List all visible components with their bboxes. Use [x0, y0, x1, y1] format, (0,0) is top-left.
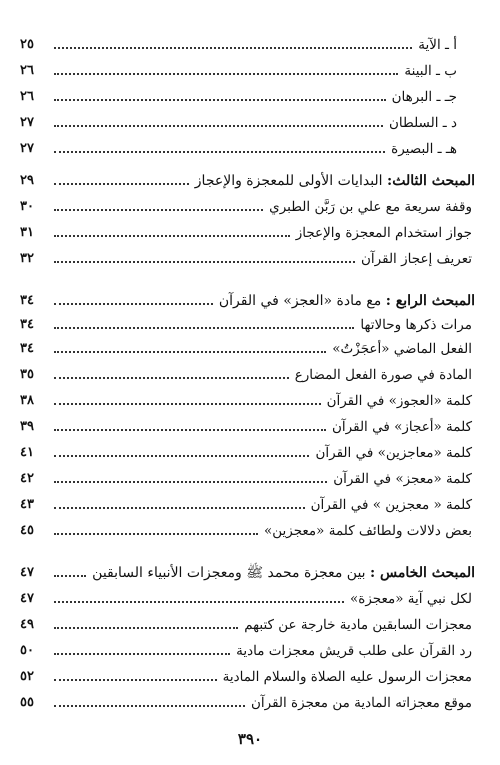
toc-entry-title: جواز استخدام المعجزة والإعجاز — [295, 225, 472, 241]
page-number: ٣٩٠ — [237, 730, 263, 748]
leader-dots — [54, 73, 398, 75]
leader-dots — [54, 601, 344, 603]
toc-entry — [20, 244, 475, 268]
leader-dots — [54, 151, 385, 153]
toc-section-heading — [20, 286, 475, 310]
toc-entry-page: ٣٤ — [20, 293, 34, 308]
toc-entry-page: ٢٦ — [20, 63, 34, 78]
toc-entry — [20, 82, 475, 106]
toc-entry — [20, 412, 475, 436]
toc-entry-title: وقفة سريعة مع علي بن رَبَّن الطبري — [269, 199, 472, 215]
toc-entry-title: تعريف إعجاز القرآن — [361, 251, 472, 267]
toc-entry-page: ٤٣ — [20, 497, 34, 512]
toc-entry-title: جـ ـ البرهان — [391, 89, 457, 105]
toc-entry — [20, 310, 475, 334]
leader-dots — [54, 533, 258, 535]
toc-entry-title: هـ ـ البصيرة — [391, 141, 457, 157]
toc-entry — [20, 30, 475, 54]
section-title: بين معجزة محمد ﷺ ومعجزات الأنبياء السابقين — [92, 565, 371, 581]
section-label: المبحث الخامس : — [370, 565, 475, 581]
leader-dots — [54, 261, 355, 263]
toc-section-heading — [20, 558, 475, 582]
leader-dots — [54, 481, 327, 483]
toc-entry-title: المادة في صورة الفعل المضارع — [294, 367, 472, 383]
toc-entry-title: معجزات الرسول عليه الصلاة والسلام المادية — [222, 669, 472, 685]
leader-dots — [54, 653, 230, 655]
toc-entry-page: ٣٩ — [20, 419, 34, 434]
leader-dots — [54, 303, 213, 305]
leader-dots — [54, 455, 309, 457]
leader-dots — [54, 351, 326, 353]
toc-entry-page: ٢٩ — [20, 173, 34, 188]
toc-entry — [20, 490, 475, 514]
toc-entry-title: أ ـ الآية — [418, 37, 457, 53]
toc-entry-page: ٥٠ — [20, 643, 34, 658]
toc-entry — [20, 334, 475, 358]
leader-dots — [54, 99, 386, 101]
toc-entry-page: ٤٢ — [20, 471, 34, 486]
toc-entry-title: موقع معجزاته المادية من معجزة القرآن — [250, 695, 472, 711]
toc-entry — [20, 688, 475, 712]
toc-entry-title — [219, 292, 475, 310]
toc-entry-page: ٣٥ — [20, 367, 34, 382]
toc-entry-title: ب ـ البينة — [404, 63, 457, 79]
toc-entry-page: ٢٥ — [20, 37, 34, 52]
toc-entry-page: ٢٧ — [20, 141, 34, 156]
toc-entry — [20, 134, 475, 158]
leader-dots — [54, 125, 383, 127]
toc-entry — [20, 108, 475, 132]
toc-entry-title: كلمة «معاجزين» في القرآن — [315, 445, 472, 461]
toc-entry — [20, 360, 475, 384]
leader-dots — [54, 183, 189, 185]
leader-dots — [54, 679, 217, 681]
toc-entry-title: لكل نبي آية «معجزة» — [350, 591, 472, 607]
leader-dots — [54, 429, 326, 431]
toc-entry — [20, 386, 475, 410]
toc-entry-page: ٣٨ — [20, 393, 34, 408]
toc-entry-title: مرات ذكرها وحالاتها — [360, 317, 472, 333]
leader-dots — [54, 507, 305, 509]
toc-entry — [20, 610, 475, 634]
toc-entry-page: ٣٤ — [20, 341, 34, 356]
toc-entry-page: ٤٧ — [20, 565, 34, 580]
toc-entry — [20, 218, 475, 242]
toc-entry-page: ٤٩ — [20, 617, 34, 632]
leader-dots — [54, 575, 86, 577]
toc-entry-title: كلمة «معجز» في القرآن — [333, 471, 472, 487]
section-label: المبحث الثالث: — [387, 173, 475, 189]
toc-entry — [20, 636, 475, 660]
toc-entry-page: ٣٢ — [20, 251, 34, 266]
section-title: مع مادة «العجز» في القرآن — [218, 293, 386, 309]
toc-entry — [20, 464, 475, 488]
toc-entry-page: ٢٧ — [20, 115, 34, 130]
leader-dots — [54, 377, 289, 379]
toc-entry-title — [92, 564, 475, 582]
toc-entry-title: د ـ السلطان — [388, 115, 457, 131]
toc-entry-page: ٥٥ — [20, 695, 34, 710]
leader-dots — [54, 327, 354, 329]
toc-entry-page: ٤١ — [20, 445, 34, 460]
toc-entry-page: ٣٠ — [20, 199, 34, 214]
toc-entry-title: معجزات السابقين مادية خارجة عن كتبهم — [244, 617, 472, 633]
toc-entry-page: ٣٤ — [20, 317, 34, 332]
toc-entry-title: كلمة «العجوز» في القرآن — [326, 393, 472, 409]
leader-dots — [54, 627, 238, 629]
leader-dots — [54, 47, 412, 49]
toc-entry-page: ٤٥ — [20, 523, 34, 538]
toc-entry-title: الفعل الماضي «أعجَزْتُ» — [332, 341, 472, 357]
toc-entry-page: ٣١ — [20, 225, 34, 240]
toc-entry-page: ٤٧ — [20, 591, 34, 606]
toc-entry-title: بعض دلالات ولطائف كلمة «معجزين» — [263, 523, 472, 539]
toc-entry-title: رد القرآن على طلب قريش معجزات مادية — [236, 643, 472, 659]
toc-entry — [20, 438, 475, 462]
toc-entry — [20, 192, 475, 216]
section-label: المبحث الرابع : — [385, 293, 475, 309]
toc-section-heading — [20, 166, 475, 190]
leader-dots — [54, 705, 245, 707]
toc-entry-page: ٢٦ — [20, 89, 34, 104]
toc-entry-page: ٥٢ — [20, 669, 34, 684]
leader-dots — [54, 209, 263, 211]
toc-entry — [20, 516, 475, 540]
toc-entry-title — [195, 172, 475, 190]
toc-entry — [20, 584, 475, 608]
section-title: البدايات الأولى للمعجزة والإعجاز — [194, 173, 388, 189]
toc-entry — [20, 662, 475, 686]
toc-entry — [20, 56, 475, 80]
toc-entry-title: كلمة « معجزين » في القرآن — [310, 497, 472, 513]
leader-dots — [54, 235, 290, 237]
toc-entry-title: كلمة «أعجاز» في القرآن — [332, 419, 472, 435]
leader-dots — [54, 403, 321, 405]
